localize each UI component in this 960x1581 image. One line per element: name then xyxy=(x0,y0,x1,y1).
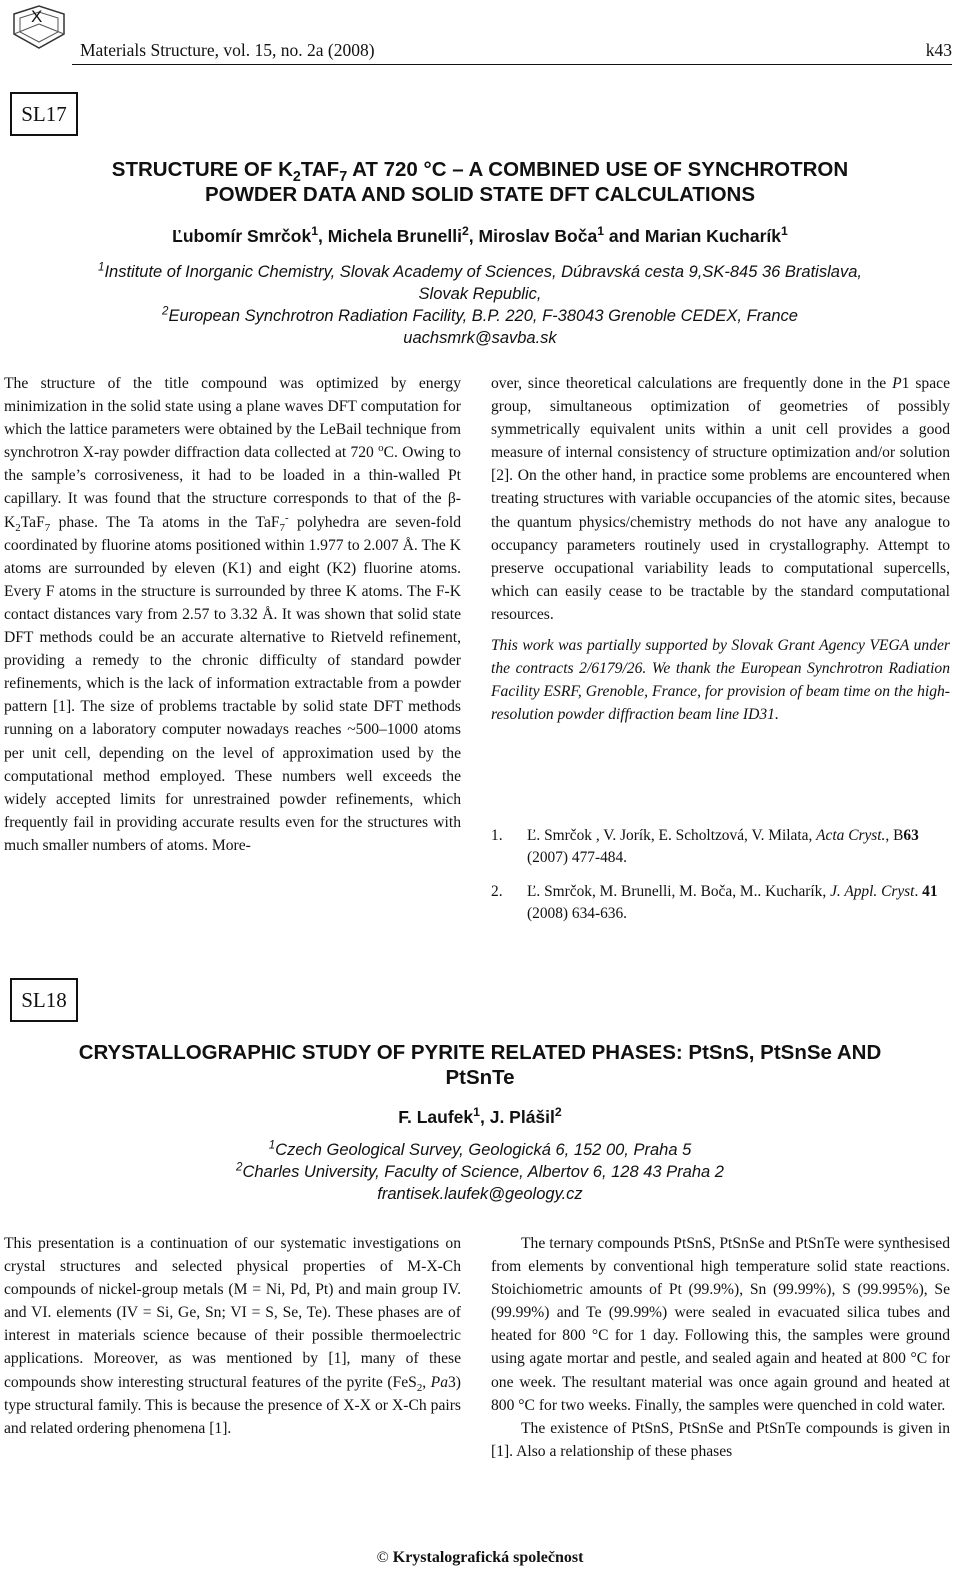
sl17-authors: Ľubomír Smrčok$^1$, Michela Brunelli$^2$, Miroslav Boča$^1$ and Marian Kucharík$^1$ xyxy=(172,224,788,246)
sl17-affiliations: $^1$Institute of Inorganic Chemistry, Slovak Academy of Sciences, Dúbravská cesta 9,SK-845 36 Bratislava, Slovak Republic, $^2$European Synchrotron Radiation Facility, B.P. 220, F-38043 Grenoble CEDEX, France uachsmrk@savba.sk xyxy=(0,261,960,349)
sl18-affiliations: $^1$Czech Geological Survey, Geologická 6, 152 00, Praha 5 $^2$Charles University, Faculty of Science, Albertov 6, 128 43 Praha 2 frantisek.laufek@geology.cz xyxy=(0,1139,960,1205)
sl17-references xyxy=(491,825,950,937)
reference-item: 2. Ľ. Smrčok, M. Brunelli, M. Boča, M.. Kucharík, J. Appl. Cryst. 41 (2008) 634-636. xyxy=(491,883,938,922)
sl18-title: CRYSTALLOGRAPHIC STUDY OF PYRITE RELATED PHASES: PtSnS, PtSnSe AND PtSnTe xyxy=(78,1041,882,1089)
journal-logo xyxy=(6,4,72,50)
journal-citation: Materials Structure, vol. 15, no. 2a (2008) xyxy=(80,40,375,60)
sl18-email: frantisek.laufek@geology.cz xyxy=(377,1185,583,1203)
sl17-right-column: over, since theoretical calculations are frequently done in the P1 space group, simultaneous optimization of geometries of possibly symmetrically equivalent units within a unit cell provides a good measure of internal consistency of structure optimization and/or solution [2]. On the other hand, in practice some problems are encountered when treating structures with variable occupancies of the atomic sites, because the quantum physics/chemistry methods do not have any analogue to occupancy parameters routinely used in crystallography. Attempt to preserve occupational variability leads to computational supercells, which can easily cease to be tractable by the standard computational resources. This work was partially supported by Slovak Grant Agency VEGA under the contracts 2/6179/26. We thank the European Synchrotron Radiation Facility ESRF, Grenoble, France, for provision of beam time on the high-resolution powder diffraction beam line ID31. xyxy=(491,372,950,726)
abstract-label-sl17: SL17 xyxy=(10,92,78,136)
sl17-left-column: The structure of the title compound was optimized by energy minimization in the solid state using a plane waves DFT computation for which the lattice parameters were obtained by the LeBail technique from synchrotron X-ray powder diffraction data collected at 720 $^o$C. Owing to the sample’s corrosiveness, it had to be loaded in a thin-walled Pt capillary. It was found that the structure corresponds to that of the $\beta-K_2TaF_7$ phase. The Ta atoms in the TaF$_7$- polyhedra are seven-fold coordinated by fluorine atoms positioned within 1.977 to 2.007 Å. The K atoms are surrounded by eleven (K1) and eight (K2) fluorine atoms. Every F atoms in the structure is surrounded by three K atoms. The F-K contact distances vary from 2.57 to 3.32 Å. It was shown that solid state DFT methods could be an accurate alternative to Rietveld refinement, providing a remedy to the chronic difficulty of standard powder refinements, which is the lack of information extractable from a powder pattern [1]. The size of problems tractable by solid state DFT methods running on a laboratory computer nowadays reaches ~500–1000 atoms per unit cell, depending on the level of approximation used by the computational method employed. These numbers well exceeds the widely accepted limits for unrestrained powder refinements, which frequently fail in providing accurate results even for the structures with much smaller numbers of atoms. More- xyxy=(4,375,462,854)
sl18-left-column: This presentation is a continuation of our systematic investigations on crystal structures and selected physical properties of M-X-Ch compounds of nickel-group metals (M = Ni, Pd, Pt) and main group IV. and VI. elements (IV = Si, Ge, Sn; VI = S, Se, Te). These phases are of interest in materials science because of their possible thermoelectric applications. Moreover, as was mentioned by [1], many of these compounds show interesting structural features of the pyrite (FeS$_2$, Pa3) type structural family. This is because the presence of X-X or X-Ch pairs and related ordering phenomena [1]. xyxy=(4,1235,461,1437)
sl17-acknowledgement: This work was partially supported by Slovak Grant Agency VEGA under the contracts 2/6179/26. We thank the European Synchrotron Radiation Facility ESRF, Grenoble, France, for provision of beam time on the high-resolution powder diffraction beam line ID31. xyxy=(491,637,950,724)
sl17-email: uachsmrk@savba.sk xyxy=(403,329,557,347)
sl17-title: STRUCTURE OF $K_2TAF_7$ AT 720 °C – A COMBINED USE OF SYNCHROTRON POWDER DATA AND SOLID STATE DFT CALCULATIONS xyxy=(111,158,849,206)
abstract-label-sl18: SL18 xyxy=(10,978,78,1022)
footer-copyright: © Krystalografická společnost xyxy=(376,1549,584,1566)
logo-letter: X xyxy=(31,7,43,26)
sl18-authors: F. Laufek$^1$, J. Plášil$^2$ xyxy=(398,1105,562,1127)
header-rule xyxy=(72,64,952,65)
sl18-right-column: The ternary compounds PtSnS, PtSnSe and PtSnTe were synthesised from elements by conventional high temperature solid state reactions. Stoichiometric amounts of Pt (99.9%), Sn (99.99%), S (99.995%), Se (99.99%) and Te (99.99%) were sealed in evacuated silica tubes and heated for 800 °C for 1 day. Following this, the samples were ground using agate mortar and pestle, and sealed again and heated at 800 °C for one week. The resultant material was once again ground and heated at 800 °C for two weeks. Finally, the samples were quenched in cold water. The existence of PtSnS, PtSnSe and PtSnTe compounds is given in [1]. Also a relationship of these phases xyxy=(491,1235,950,1460)
page-number: k43 xyxy=(925,40,952,60)
reference-item: 1. Ľ. Smrčok , V. Jorík, E. Scholtzová, V. Milata, Acta Cryst., B63 (2007) 477-484. xyxy=(491,827,919,866)
